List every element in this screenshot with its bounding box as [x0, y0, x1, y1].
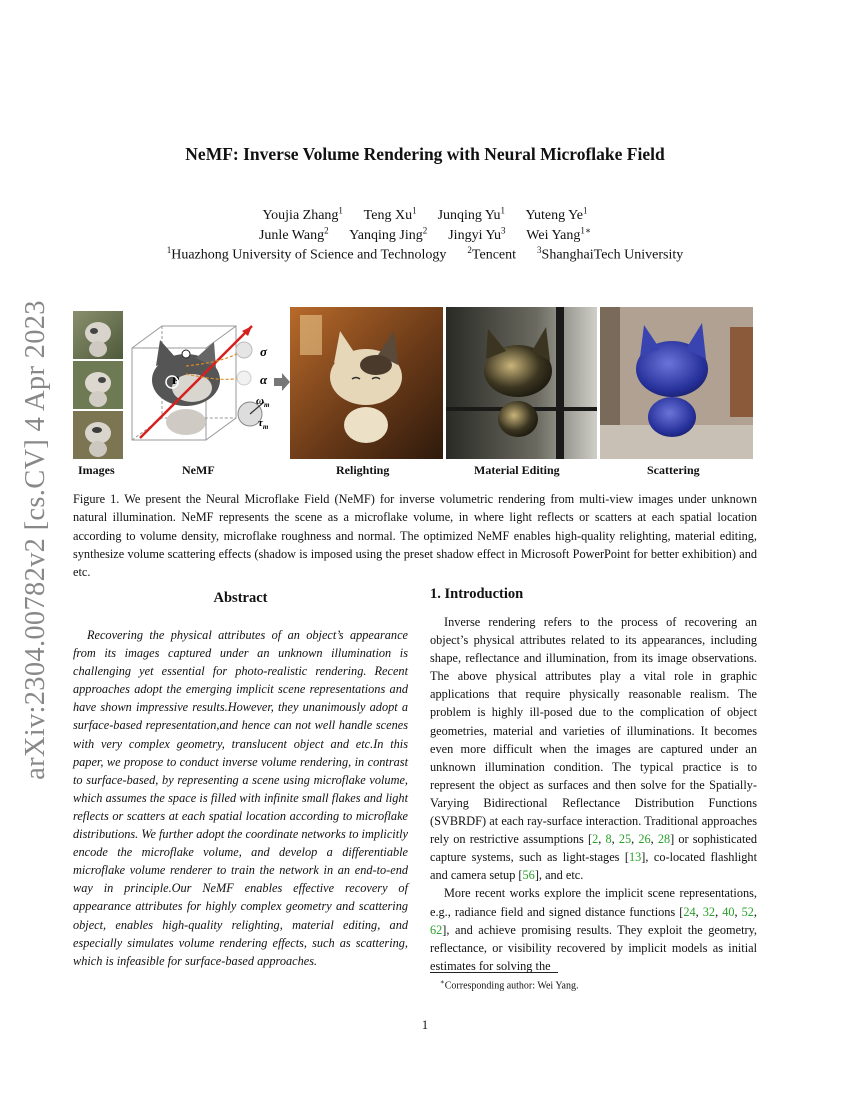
- figure-caption: Figure 1. We present the Neural Microflake Field (NeMF) for inverse volumetric rendering from multi-view images under unknown natural illumination. NeMF represents the scene as a microflake volume, in where light reflects or scatters at each spatial location according to volume density, microflake roughness and normal. The optimized NeMF enables high-quality relighting, material editing, synthesize volume scattering effects (shadow is imposed using the preset shadow effect in Microsoft PowerPoint for better exhibition) and etc.: [73, 492, 757, 580]
- author: Junqing Yu$^1$: [437, 205, 505, 223]
- citation-link[interactable]: 26: [638, 832, 651, 847]
- author-line-2: [0, 220, 850, 246]
- abstract-text: Recovering the physical attributes of an object’s appearance from its images captured under an unknown illumination is challenging yet essential for photo-realistic rendering. Recent approaches adopt the emerging implicit scene representations and have shown impressive results.However, they unanimously adopt a surface-based representation,and hence can not well handle scenes with very complex geometry, translucent object and etc.In this paper, we propose to conduct inverse volume rendering, in contrast to surface-based, by representing a scene using microflake volume, which assumes the space is filled with infinite small flakes and light reflects or scatters at each spatial location according to microflake distributions. We further adopt the coordinate networks to implicitly encode the microflake volume, and develop a differentiable microflake volume renderer to train the network in an end-to-end way in principle.Our NeMF enables effective recovery of appearance attributes for highly complex geometry and scattering object, enables high-quality relighting, material editing, and especially simulates volume rendering effects, such as scattering, which is infeasible for surface-based approaches.: [73, 628, 408, 968]
- footnote: ∗Corresponding author: Wei Yang.: [440, 978, 579, 992]
- introduction-heading: 1. Introduction: [430, 586, 524, 602]
- point-label: P: [172, 373, 180, 387]
- roughness-blob: [237, 371, 251, 385]
- scattering-panel: [600, 307, 753, 459]
- author: Teng Xu$^1$: [363, 205, 417, 223]
- citation-link[interactable]: 40: [722, 904, 735, 919]
- author: Youjia Zhang$^1$: [262, 205, 343, 223]
- alpha-symbol: α: [260, 372, 268, 387]
- author: Yanqing Jing$^2$: [349, 225, 428, 243]
- figure-label-images: Images: [78, 463, 115, 477]
- citation-link[interactable]: 8: [605, 832, 612, 847]
- arrow-right-icon: [274, 373, 290, 391]
- tau-symbol: $\tau_m$: [258, 417, 269, 431]
- abstract-heading: Abstract: [213, 590, 268, 606]
- relighting-panel: [290, 307, 443, 459]
- author: Wei Yang$^{1∗}$: [526, 225, 591, 243]
- nemf-diagram: [124, 318, 290, 458]
- input-image: [73, 311, 123, 359]
- introduction-text: [430, 613, 757, 975]
- footnote-rule: [430, 972, 558, 973]
- citation-link[interactable]: 13: [628, 850, 642, 865]
- citation-link[interactable]: 24: [683, 904, 696, 919]
- density-blob: [236, 342, 252, 358]
- figure-label-nemf: NeMF: [182, 463, 215, 477]
- citation-link[interactable]: 52: [741, 904, 754, 919]
- author: Jingyi Yu$^3$: [448, 225, 506, 243]
- material-editing-panel: [446, 307, 597, 459]
- citation-link[interactable]: 32: [702, 904, 716, 919]
- citation-link[interactable]: 28: [657, 832, 671, 847]
- input-images-strip: [73, 311, 123, 459]
- citation-link[interactable]: 62: [430, 922, 443, 937]
- figure-label-material-editing: Material Editing: [474, 463, 560, 477]
- figure-label-scattering: Scattering: [647, 463, 700, 477]
- affiliations: $^1$Huazhong University of Science and Technology $^2$Tencent $^3$ShanghaiTech University: [166, 245, 684, 263]
- citation-link[interactable]: 2: [592, 832, 599, 847]
- omega-symbol: $\omega_m$: [256, 395, 270, 409]
- paper-title: NeMF: Inverse Volume Rendering with Neural Microflake Field: [185, 144, 665, 164]
- paragraph: Inverse rendering refers to the process of recovering an object’s physical attributes related to its appearances, including shape, reflectance and illumination, from its image observations. The above physical attributes play a vital role in graphic applications that require physically reasonable realism. The problem is highly ill-posed due to the complication of object geometries, material and varieties of illuminations. It becomes even more difficult when the images are captured under an unknown illumination condition. The typical practice is to represent the object as surfaces and then solve for the Spatially-Varying Bidirectional Reflectance Distribution Functions (SVBRDF) at each ray-surface interaction. Traditional approaches rely on restrictive assumptions [2, 8, 25, 26, 28] or sophisticated capture systems, such as light-stages [13], co-located flashlight and camera setup [56], and etc.: [430, 615, 757, 883]
- arxiv-stamp: arXiv:2304.00782v2 [cs.CV] 4 Apr 2023: [20, 300, 51, 780]
- paragraph: More recent works explore the implicit scene representations, e.g., radiance field and signed distance functions [24, 32, 40, 52, 62], and achieve promising results. They exploit the geometry, reflectance, or visibility recovered by implicit models as initial estimates for solving the: [430, 886, 757, 973]
- citation-link[interactable]: 56: [522, 868, 535, 883]
- figure-label-relighting: Relighting: [336, 463, 390, 477]
- page-number: 1: [421, 1018, 429, 1032]
- sigma-symbol: σ: [260, 344, 268, 359]
- citation-link[interactable]: 25: [618, 832, 632, 847]
- input-image: [73, 411, 123, 459]
- sample-point: [182, 350, 190, 358]
- input-image: [73, 361, 123, 409]
- author: Yuteng Ye$^1$: [525, 205, 588, 223]
- author: Junle Wang$^2$: [258, 225, 329, 243]
